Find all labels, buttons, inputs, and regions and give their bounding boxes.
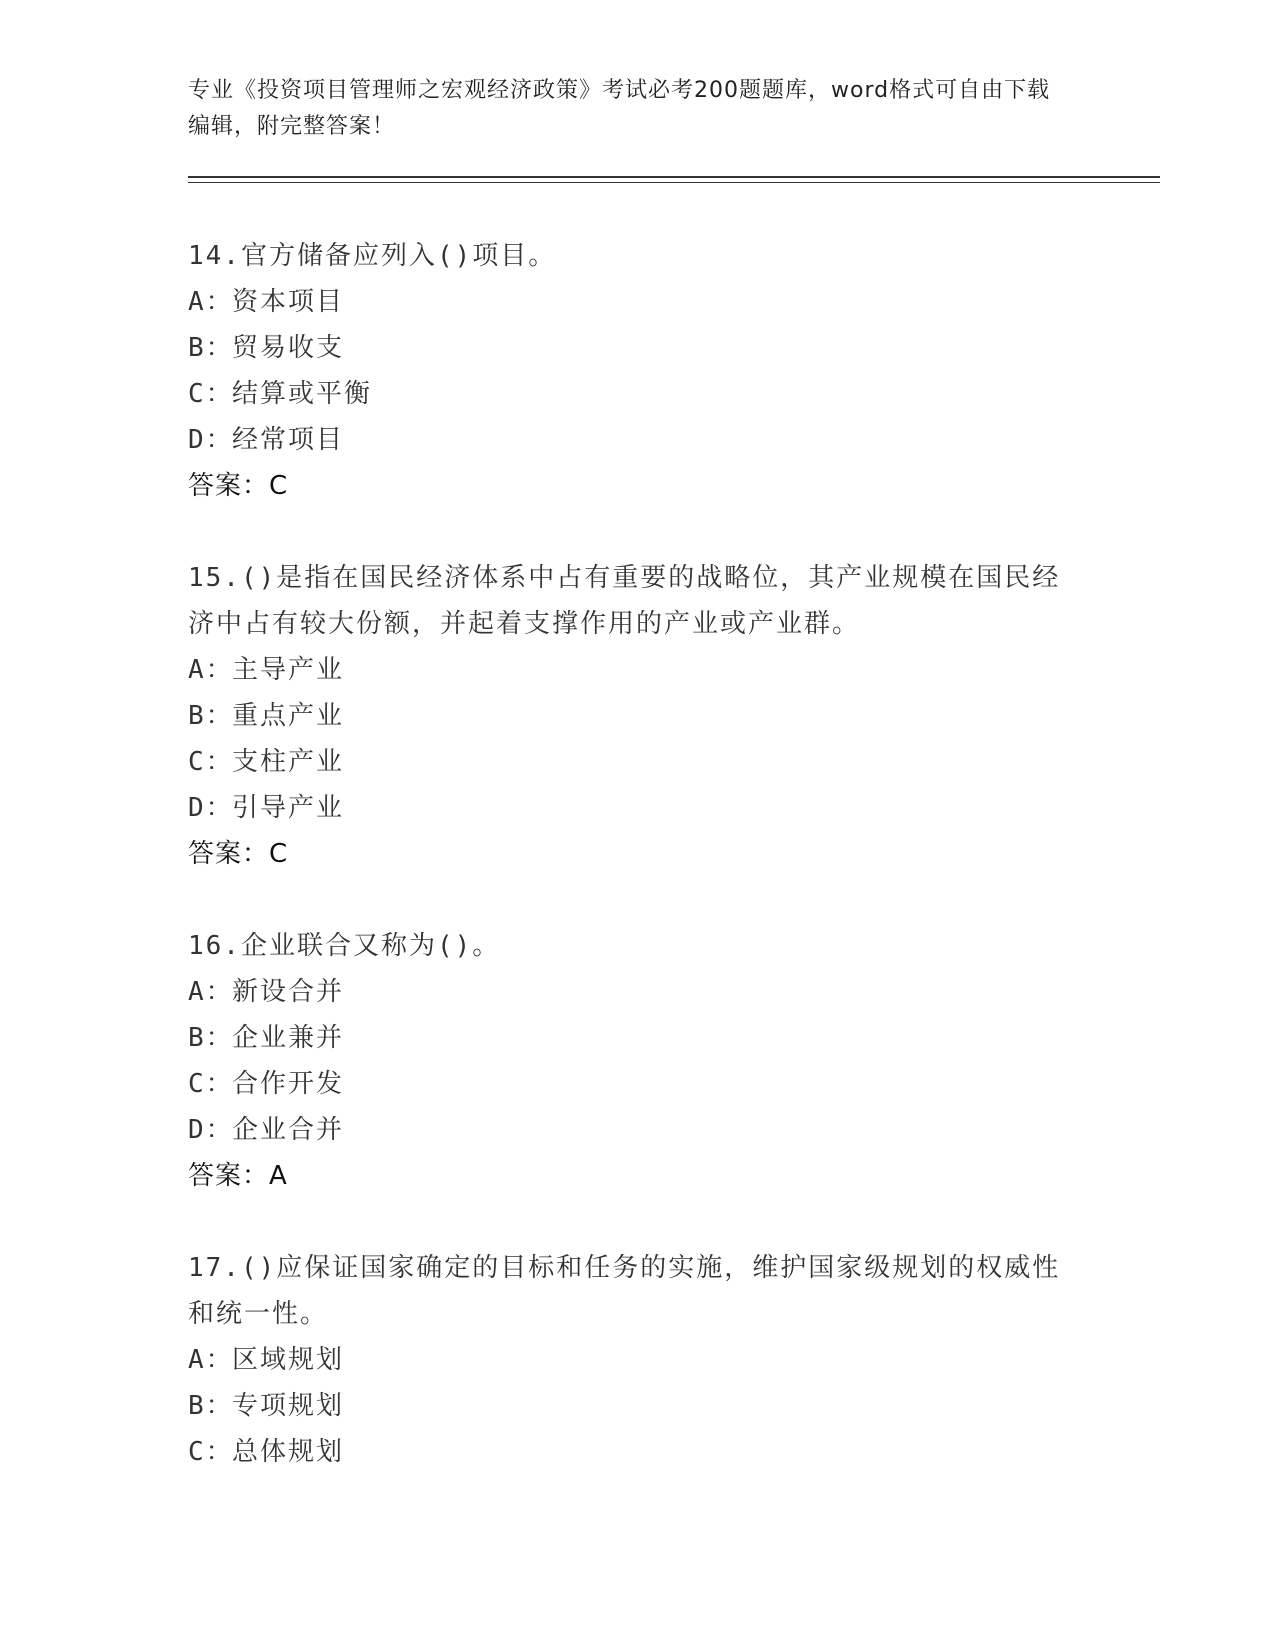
option-a: [188, 969, 1088, 1015]
option-text: 结算或平衡: [232, 379, 373, 409]
option-letter: C：: [188, 379, 234, 409]
option-text: 企业兼并: [232, 1023, 345, 1053]
option-text: 资本项目: [232, 287, 345, 317]
answer-line: 答案：A: [188, 1161, 288, 1191]
question-block: [188, 923, 1088, 1199]
option-a: [188, 279, 1088, 325]
option-letter: C：: [188, 747, 234, 777]
option-letter: D：: [188, 1115, 234, 1145]
option-b: [188, 1383, 1088, 1429]
option-c: [188, 1429, 1088, 1475]
option-text: 经常项目: [232, 425, 345, 455]
document-header: 专业《投资项目管理师之宏观经济政策》考试必考200题题库，word格式可自由下载编辑，附完整答案！: [188, 78, 1051, 139]
question-block: [188, 1245, 1088, 1475]
option-a: [188, 1337, 1088, 1383]
option-a: [188, 647, 1088, 693]
option-b: [188, 1015, 1088, 1061]
option-letter: B：: [188, 1023, 234, 1053]
option-b: [188, 693, 1088, 739]
option-letter: D：: [188, 425, 234, 455]
option-text: 区域规划: [232, 1345, 345, 1375]
option-letter: A：: [188, 1345, 234, 1375]
option-text: 引导产业: [232, 793, 345, 823]
option-letter: D：: [188, 793, 234, 823]
option-text: 合作开发: [232, 1069, 345, 1099]
option-d: [188, 1107, 1088, 1153]
question-block: [188, 233, 1088, 509]
option-b: [188, 325, 1088, 371]
header-divider-thin: [188, 182, 1160, 183]
option-letter: A：: [188, 655, 234, 685]
option-text: 企业合并: [232, 1115, 345, 1145]
option-letter: B：: [188, 1391, 234, 1421]
option-text: 新设合并: [232, 977, 345, 1007]
option-d: [188, 785, 1088, 831]
option-d: [188, 417, 1088, 463]
option-c: [188, 371, 1088, 417]
question-stem: 15.()是指在国民经济体系中占有重要的战略位，其产业规模在国民经济中占有较大份额，并起着支撑作用的产业或产业群。: [188, 563, 1061, 639]
option-letter: B：: [188, 333, 234, 363]
option-text: 重点产业: [232, 701, 345, 731]
header-divider-thick: [188, 176, 1160, 178]
option-letter: C：: [188, 1069, 234, 1099]
question-block: [188, 555, 1088, 877]
answer-line: 答案：C: [188, 839, 289, 869]
option-letter: C：: [188, 1437, 234, 1467]
option-letter: B：: [188, 701, 234, 731]
option-text: 贸易收支: [232, 333, 345, 363]
option-text: 支柱产业: [232, 747, 345, 777]
answer-line: 答案：C: [188, 471, 289, 501]
option-text: 专项规划: [232, 1391, 345, 1421]
question-list: [188, 233, 1088, 1521]
option-letter: A：: [188, 287, 234, 317]
option-c: [188, 1061, 1088, 1107]
option-text: 总体规划: [232, 1437, 345, 1467]
option-text: 主导产业: [232, 655, 345, 685]
option-c: [188, 739, 1088, 785]
question-stem: 17.()应保证国家确定的目标和任务的实施，维护国家级规划的权威性和统一性。: [188, 1253, 1061, 1329]
option-letter: A：: [188, 977, 234, 1007]
question-stem: 14.官方储备应列入()项目。: [188, 241, 557, 271]
question-stem: 16.企业联合又称为()。: [188, 931, 501, 961]
